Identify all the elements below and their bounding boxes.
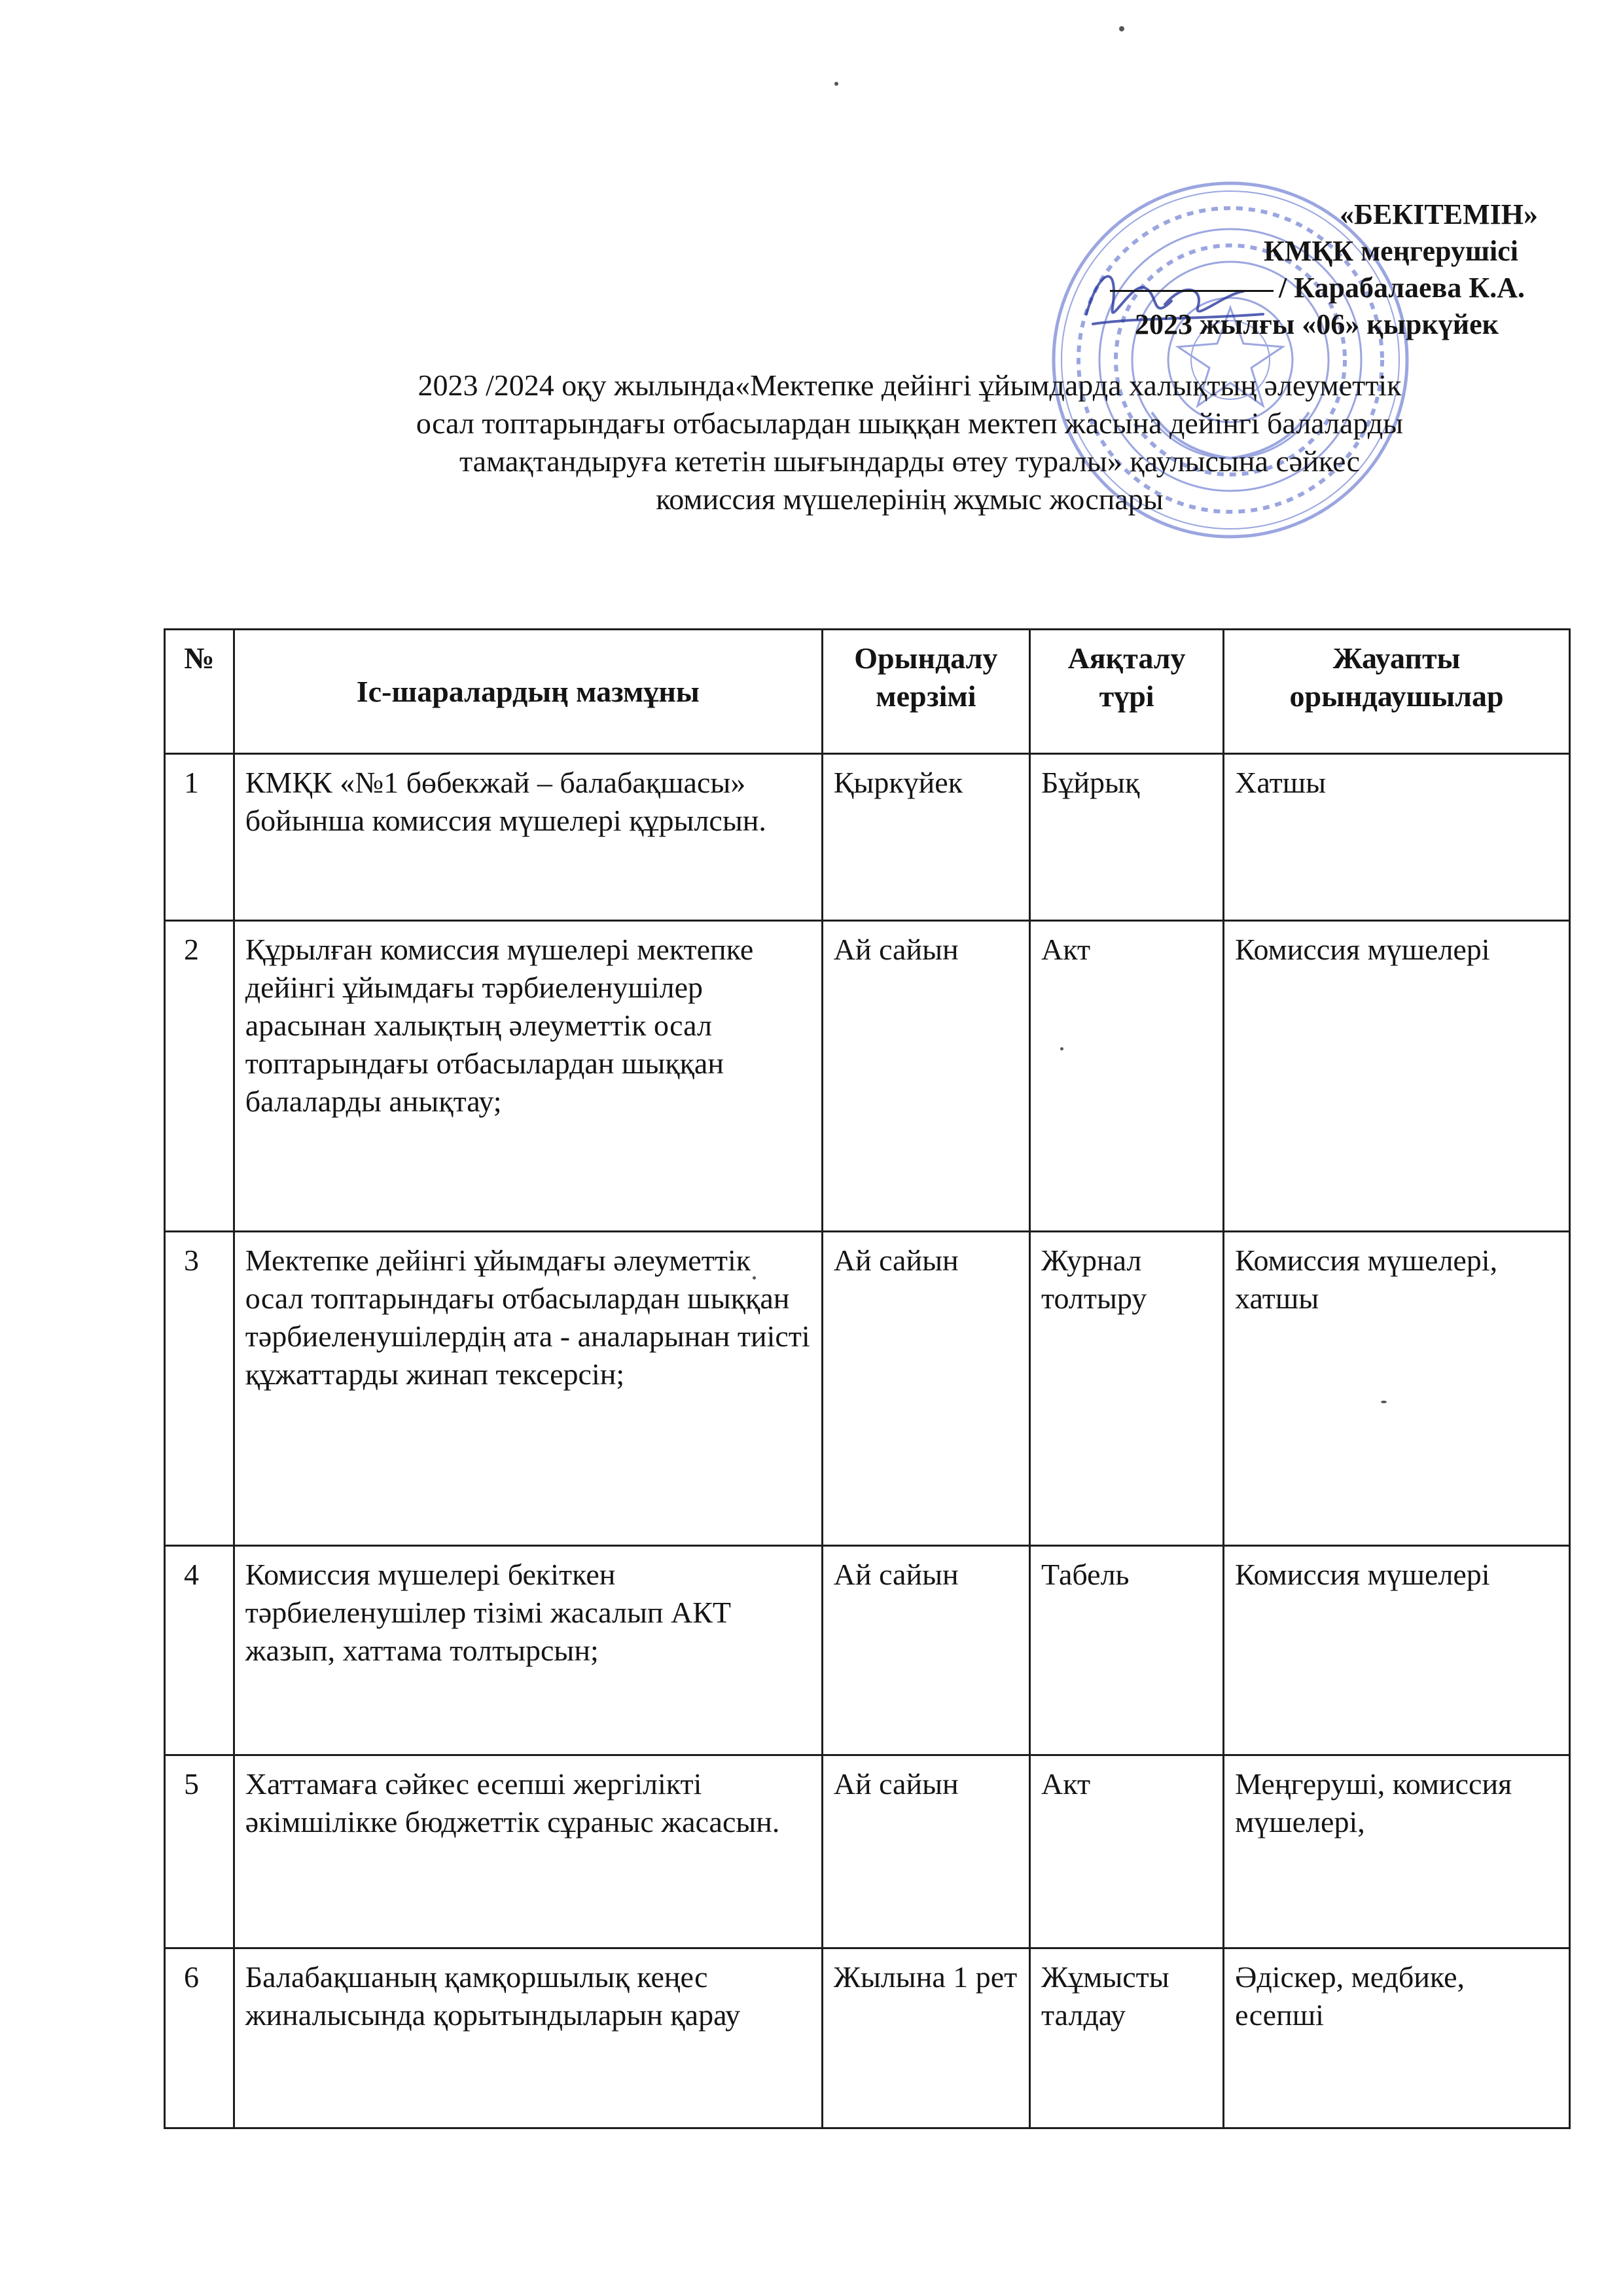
approval-signature-line	[916, 270, 1538, 306]
table-row	[165, 754, 1570, 921]
row-number: 3	[165, 1232, 234, 1546]
table-row	[165, 1232, 1570, 1546]
header-completion: Аяқталу түрі	[1030, 630, 1224, 754]
row-number: 1	[165, 754, 234, 921]
table-row	[165, 921, 1570, 1232]
row-content: Балабақшаның қамқоршылық кеңес жиналысында қорытындыларын қарау	[234, 1948, 822, 2128]
row-completion: Акт	[1030, 1755, 1224, 1948]
approval-position: КМҚК меңгерушісі	[1263, 235, 1518, 267]
table-row	[165, 1948, 1570, 2128]
row-completion: Бұйрық	[1030, 754, 1224, 921]
row-responsible: Меңгеруші, комиссия мүшелері,	[1224, 1755, 1570, 1948]
row-responsible: Комиссия мүшелері	[1224, 921, 1570, 1232]
table-row	[165, 1755, 1570, 1948]
approval-block	[916, 196, 1538, 343]
scan-speck	[753, 1276, 756, 1280]
document-title	[262, 367, 1558, 518]
approval-heading: «БЕКІТЕМІН»	[1339, 198, 1538, 230]
title-line-1: 2023 /2024 оқу жылында«Мектепке дейінгі ұйымдарда халықтың әлеуметтік	[418, 368, 1402, 402]
row-content: Құрылған комиссия мүшелері мектепке дейінгі ұйымдағы тәрбиеленушілер арасынан халықтың әлеуметтік осал топтарындағы отбасылардан шыққан балаларды анықтау;	[234, 921, 822, 1232]
scan-speck	[1119, 26, 1124, 31]
row-responsible: Комиссия мүшелері	[1224, 1546, 1570, 1755]
title-line-2: осал топтарындағы отбасылардан шыққан мектеп жасына дейінгі балаларды	[416, 406, 1404, 440]
header-number: №	[165, 630, 234, 754]
row-number: 6	[165, 1948, 234, 2128]
row-deadline: Ай сайын	[822, 1546, 1029, 1755]
row-deadline: Ай сайын	[822, 1755, 1029, 1948]
row-deadline: Ай сайын	[822, 921, 1029, 1232]
row-completion: Акт	[1030, 921, 1224, 1232]
header-content: Іс-шаралардың мазмұны	[234, 630, 822, 754]
title-line-4: комиссия мүшелерінің жұмыс жоспары	[656, 482, 1164, 516]
row-number: 4	[165, 1546, 234, 1755]
scan-speck	[834, 82, 838, 86]
row-deadline: Ай сайын	[822, 1232, 1029, 1546]
scan-speck	[1060, 1047, 1063, 1050]
row-content: Комиссия мүшелері бекіткен тәрбиеленушілер тізімі жасалып АКТ жазып, хаттама толтырсын;	[234, 1546, 822, 1755]
row-responsible: Комиссия мүшелері, хатшы	[1224, 1232, 1570, 1546]
row-completion: Табель	[1030, 1546, 1224, 1755]
row-content: КМҚК «№1 бөбекжай – балабақшасы» бойынша комиссия мүшелері құрылсын.	[234, 754, 822, 921]
header-deadline: Орындалу мерзімі	[822, 630, 1029, 754]
row-content: Мектепке дейінгі ұйымдағы әлеуметтік осал топтарындағы отбасылардан шыққан тәрбиеленушілердің ата - аналарынан тиісті құжаттарды жинап тексерсін;	[234, 1232, 822, 1546]
approver-name: / Карабалаева К.А.	[1278, 272, 1525, 304]
scan-speck	[1381, 1401, 1387, 1403]
header-responsible: Жауапты орындаушылар	[1224, 630, 1570, 754]
work-plan-table	[164, 628, 1571, 2129]
row-responsible: Әдіскер, медбике, есепші	[1224, 1948, 1570, 2128]
row-content: Хаттамаға сәйкес есепші жергілікті әкімшілікке бюджеттік сұраныс жасасын.	[234, 1755, 822, 1948]
approval-date: 2023 жылғы «06» қыркүйек	[1134, 308, 1499, 340]
row-number: 2	[165, 921, 234, 1232]
row-completion: Журнал толтыру	[1030, 1232, 1224, 1546]
row-deadline: Жылына 1 рет	[822, 1948, 1029, 2128]
row-deadline: Қыркүйек	[822, 754, 1029, 921]
table-row	[165, 1546, 1570, 1755]
signature-underline	[1110, 290, 1274, 292]
row-completion: Жұмысты талдау	[1030, 1948, 1224, 2128]
row-responsible: Хатшы	[1224, 754, 1570, 921]
row-number: 5	[165, 1755, 234, 1948]
table-header-row	[165, 630, 1570, 754]
title-line-3: тамақтандыруға кететін шығындарды өтеу туралы» қаулысына сәйкес	[459, 444, 1361, 478]
